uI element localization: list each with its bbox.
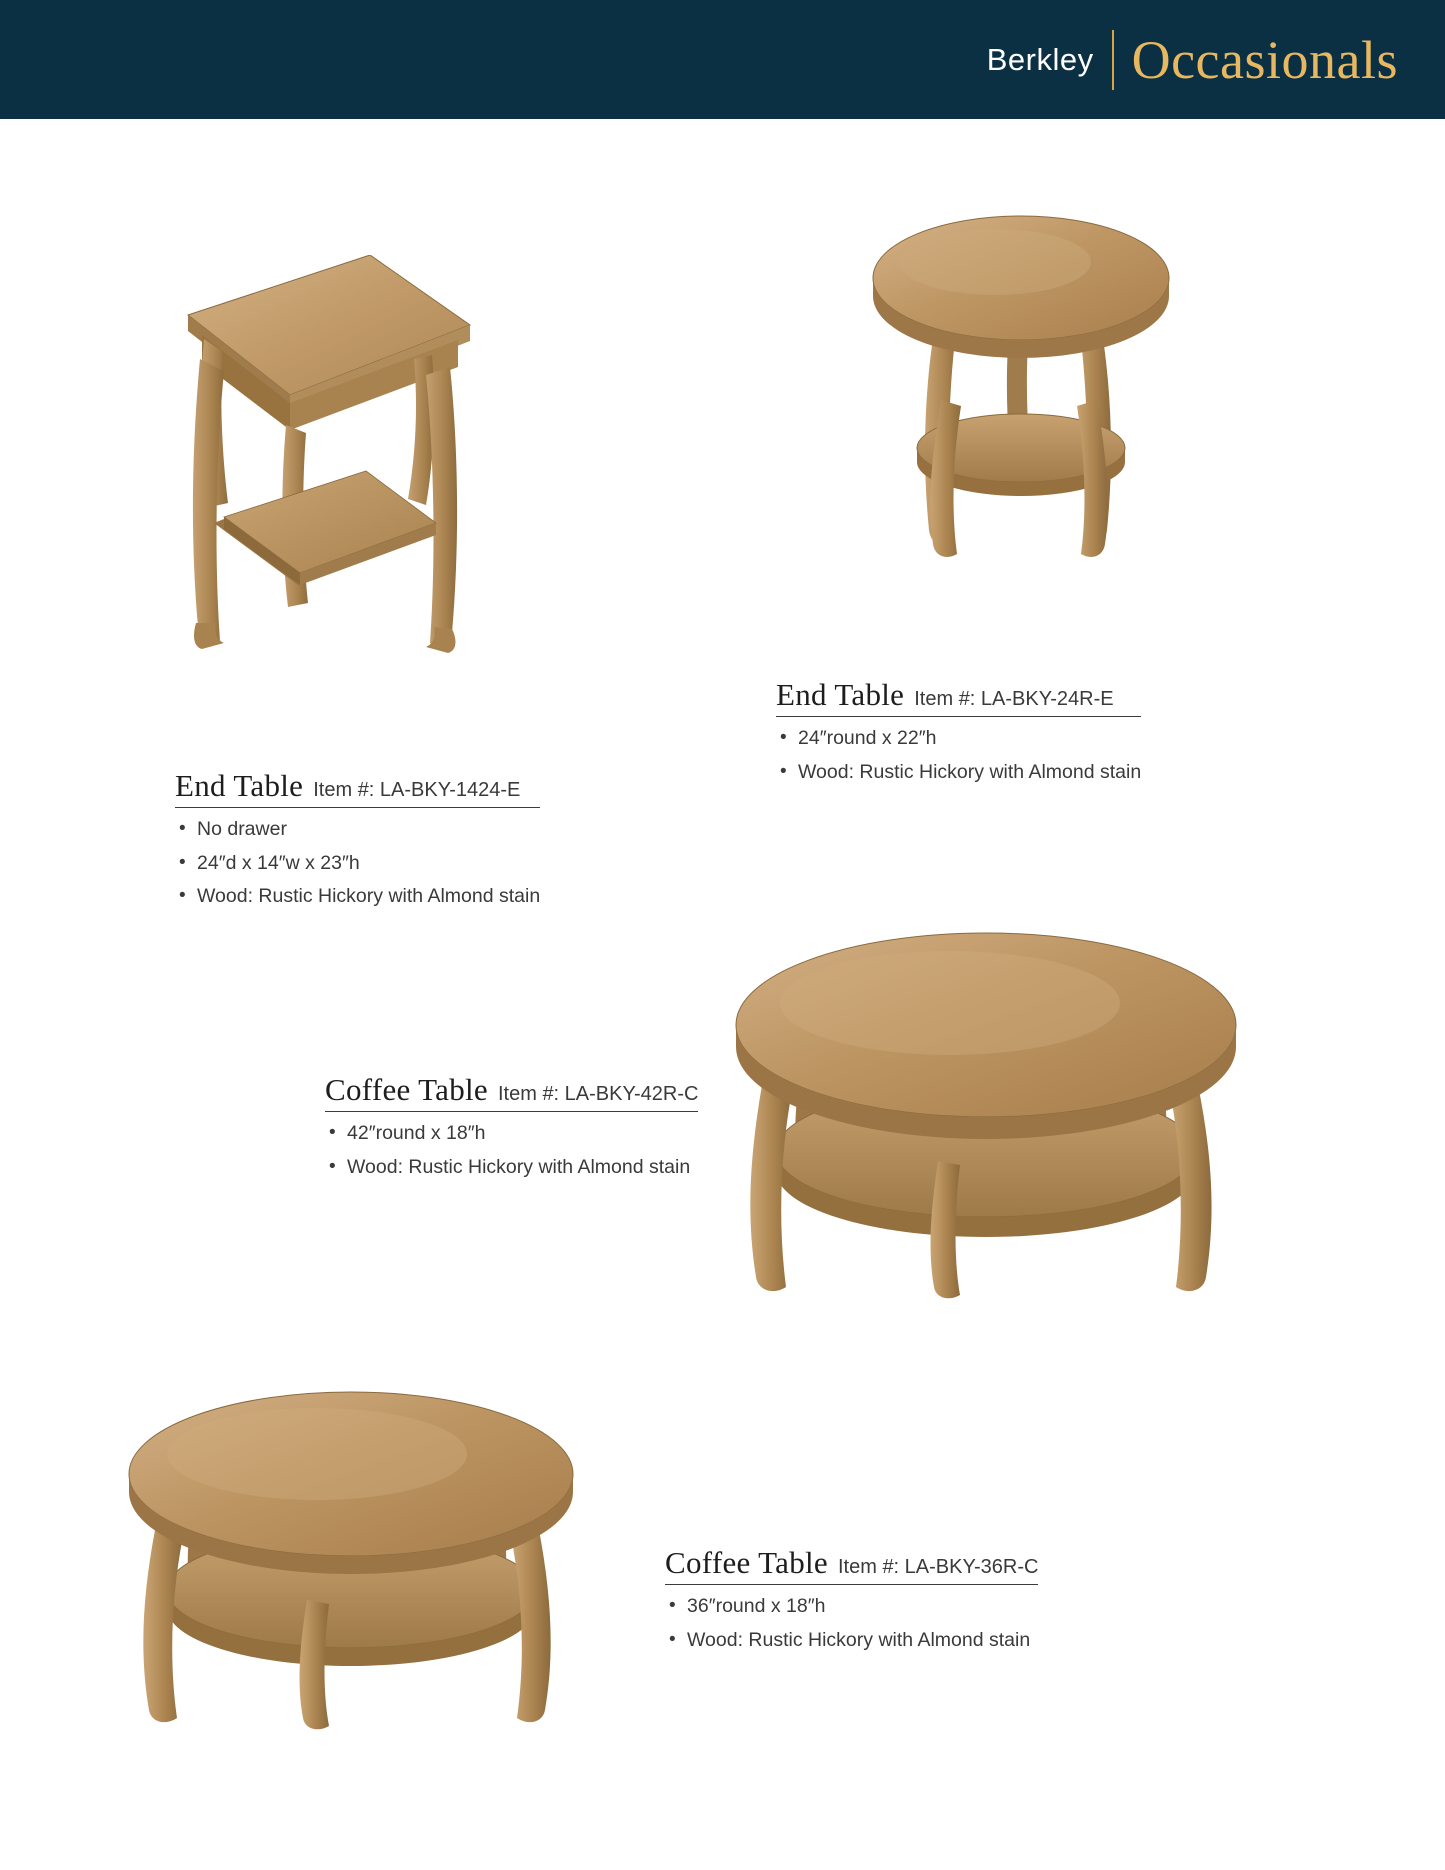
product-heading — [776, 677, 1141, 717]
product-item-number: Item #: LA-BKY-42R-C — [497, 1083, 699, 1105]
product-spec-item: • 24″round x 22″h — [776, 729, 1141, 749]
product-specs — [325, 1124, 698, 1177]
product-name: End Table — [175, 768, 304, 803]
product-specs — [175, 820, 540, 907]
product-info-end-table-24r — [776, 677, 1141, 796]
product-image-coffee-table-36r — [95, 1370, 615, 1770]
product-item-number: Item #: LA-BKY-24R-E — [914, 688, 1114, 710]
product-name: End Table — [776, 677, 905, 712]
product-item-number: Item #: LA-BKY-36R-C — [837, 1556, 1039, 1578]
product-spec-item: • 36″round x 18″h — [665, 1597, 1038, 1617]
product-heading — [665, 1545, 1038, 1585]
product-spec-item: • Wood: Rustic Hickory with Almond stain — [665, 1631, 1038, 1651]
product-heading — [325, 1072, 698, 1112]
product-spec-item: • 42″round x 18″h — [325, 1124, 698, 1144]
product-heading — [175, 768, 540, 808]
product-image-end-table-1424 — [180, 255, 540, 745]
product-item-number: Item #: LA-BKY-1424-E — [313, 779, 521, 801]
product-spec-item: • 24″d x 14″w x 23″h — [175, 854, 540, 874]
page-header — [0, 0, 1445, 119]
product-image-coffee-table-42r — [700, 915, 1280, 1335]
product-specs — [665, 1597, 1038, 1650]
product-spec-item: • No drawer — [175, 820, 540, 840]
product-specs — [776, 729, 1141, 782]
header-divider — [1112, 30, 1114, 90]
product-name: Coffee Table — [665, 1545, 828, 1580]
product-info-coffee-table-36r — [665, 1545, 1038, 1664]
product-image-end-table-24r — [845, 200, 1205, 645]
product-name: Coffee Table — [325, 1072, 488, 1107]
page-title: Occasionals — [1131, 29, 1398, 90]
product-spec-item: • Wood: Rustic Hickory with Almond stain — [175, 887, 540, 907]
product-spec-item: • Wood: Rustic Hickory with Almond stain — [776, 763, 1141, 783]
product-info-coffee-table-42r — [325, 1072, 698, 1191]
product-spec-item: • Wood: Rustic Hickory with Almond stain — [325, 1158, 698, 1178]
header-title-group — [987, 0, 1398, 119]
product-info-end-table-1424 — [175, 768, 540, 921]
header-collection-name: Berkley — [986, 41, 1094, 77]
